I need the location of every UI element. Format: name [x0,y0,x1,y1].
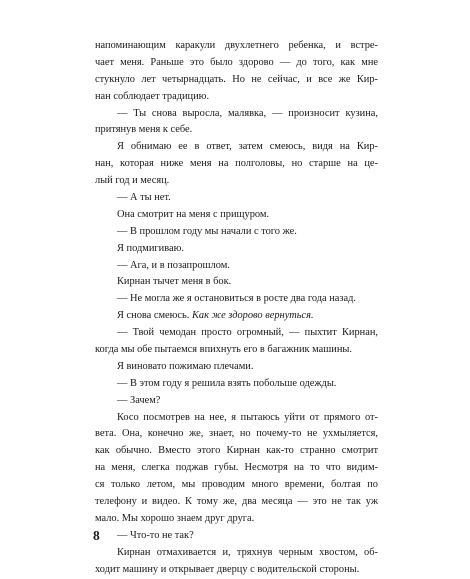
text-segment: Я снова смеюсь. [117,310,190,322]
text-line: Кирнан отмахивается и, тряхнув черным хвостом, об- [117,546,378,558]
text-line: ся только летом, мы проводим много времени, болтая по [95,479,378,491]
text-line: — В этом году я решила взять побольше одежды. [117,377,337,389]
text-line: на меня, слегка поджав губы. Несмотря на то что видим- [95,462,378,474]
text-line: ходит машину и открывает дверцу с водительской стороны. [95,563,360,575]
text-line: — Не могла же я остановиться в росте два года назад. [117,293,357,305]
page-body-text [95,38,378,579]
page-number: 8 [93,528,100,543]
text-line: Она смотрит на меня с прищуром. [117,208,270,220]
text-line: Я подмигиваю. [117,242,184,254]
text-line: — Ага, и в позапрошлом. [117,259,230,271]
text-line: нан соблюдает традицию. [95,90,210,102]
text-line: Я обнимаю ее в ответ, затем смеюсь, видя на Кир- [117,141,378,153]
text-line: притянув меня к себе. [95,124,193,136]
text-line: Я виновато пожимаю плечами. [117,360,254,372]
text-line: — Что-то не так? [117,529,194,541]
text-line: — Зачем? [117,394,161,406]
text-line: телефону и видео. К тому же, два месяца — это не так уж [95,496,378,508]
text-line: стукнуло лет четырнадцать. Но не сейчас, и все же Кир- [95,73,378,85]
text-line: — Твой чемодан просто огромный, — пыхтит Кирнан, [117,327,378,339]
text-line: — Ты снова выросла, малявка, — произносит кузина, [117,107,378,119]
text-line: мало. Мы хорошо знаем друг друга. [95,512,255,524]
text-line: лый год и месяц. [95,175,170,187]
italic-text: Как же здорово вернуться. [192,310,314,322]
text-line: — А ты нет. [117,192,171,204]
text-line: Косо посмотрев на нее, я пытаюсь уйти от прямого от- [117,411,378,423]
text-line: — В прошлом году мы начали с того же. [117,225,297,237]
text-line: вета. Она, конечно же, знает, но почему-то не ухмыляется, [95,428,378,440]
text-line: нан, которая ниже меня на полголовы, но старше на це- [95,158,378,170]
text-line: Кирнан тычет меня в бок. [117,276,232,288]
text-line: чает меня. Раньше это было здорово — до того, как мне [95,56,378,68]
text-line: когда мы обе пытаемся впихнуть его в багажник машины. [95,344,352,356]
text-line [95,308,378,325]
text-line: напоминающим каракули двухлетнего ребенка, и встре- [95,40,378,51]
text-line: как обычно. Вместо этого Кирнан как-то странно смотрит [95,445,378,457]
